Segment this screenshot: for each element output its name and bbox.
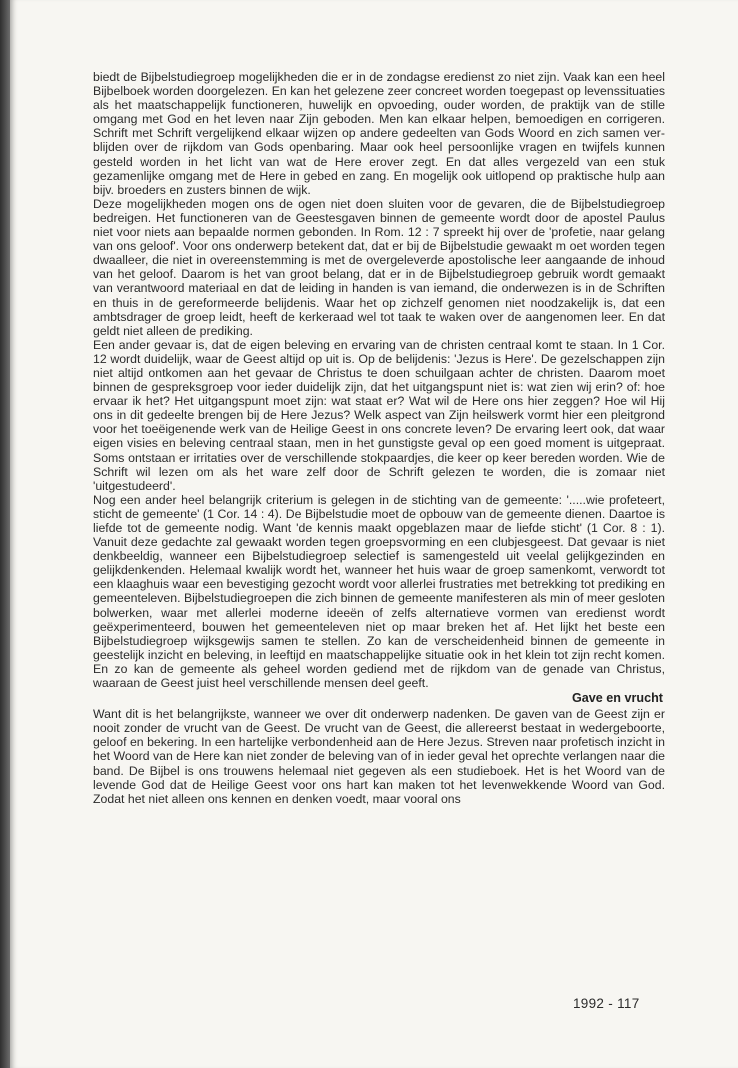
- article-body: [93, 70, 665, 806]
- section-heading: Gave en vrucht: [572, 691, 663, 706]
- page-binding-edge: [0, 0, 10, 1068]
- paragraph-dangers-experience: Een ander gevaar is, dat de eigen beleving en ervaring van de christen centraal komt te staan. In 1 Cor. 12 wordt duidelijk, waar de Geest altijd op uit is. Op de belijdenis: 'Jezus is Here'. De gezelschappen zijn niet altijd ontkomen aan het gevaar de Christus te doen schuilgaan achter de christen. Daarom moet binnen de gespreksgroep voor ieder duidelijk zijn, dat het uitgangspunt niet is: wat zien wij erin? of: hoe ervaar ik het? Het uitgangspunt moet zijn: wat staat er? Wat wil de Here ons hier zeggen? Hoe wil Hij ons in dit gedeelte brengen bij de Here Jezus? Welk aspect van Zijn heilswerk vormt hier een pleitgrond voor het toeëigenende werk van de Heilige Geest in ons concrete leven? De ervaring leert ook, dat waar eigen visies en beleving centraal staan, men in het gunstigste geval op een goed moment is uitgepraat. Soms ontstaan er irritaties over de verschillende stokpaardjes, die keer op keer bereden worden. Wie de Schrift wil lezen om als het ware zelf door de Schrift gelezen te worden, die is zomaar niet 'uitgestudeerd'.: [93, 337, 665, 493]
- document-page: [10, 0, 738, 1068]
- page-number: 1992 - 117: [573, 996, 640, 1011]
- paragraph-edification: Nog een ander heel belangrijk criterium is gelegen in de stichting van de gemeente: '.....wie profeteert, sticht de gemeente' (1 Cor. 14 : 4). De Bijbelstudie moet de opbouw van de gemeente dienen. Daartoe is liefde tot de gemeente nodig. Want 'de kennis maakt opgeblazen maar de liefde sticht' (1 Cor. 8 : 1). Vanuit deze gedachte zal gewaakt worden tegen groepsvorming en een clubjesgeest. Dat gevaar is niet denkbeeldig, wanneer een Bijbelstudiegroep selectief is samengesteld uit veelal gelijkgezinden en gelijkdenkenden. Helemaal kwalijk wordt het, wanneer het huis waar de groep samenkomt, verwordt tot een klaaghuis waar een bevestiging gezocht wordt voor allerlei frustraties met betrekking tot prediking en gemeenteleven. Bijbelstudiegroepen die zich binnen de gemeente manifesteren als min of meer gesloten bolwerken, waar met allerlei moderne ideeën of zelfs alternatieve vormen van eredienst wordt geëxperimenteerd, bouwen het gemeenteleven niet op maar breken het af. Het lijkt het beste een Bijbelstudiegroep wijksgewijs samen te stellen. Zo kan de verscheidenheid binnen de gemeente in geestelijk inzicht en beleving, in leeftijd en maatschappelijke situatie ook in het klein tot zijn recht komen. En zo kan de gemeente als geheel worden gediend met de rijkdom van de genade van Christus, waaraan de Geest juist heel verschillende mensen deel geeft.: [93, 492, 665, 691]
- paragraph-opportunities: biedt de Bijbelstudiegroep mogelijkheden die er in de zondagse eredienst zo niet zijn. Vaak kan een heel Bijbelboek worden doorgelezen. En kan het gelezene zeer concreet worden toegepast op levenssituaties als het maatschappelijk functioneren, huwelijk en opvoeding, ouder worden, de praktijk van de stille omgang met God en het leven naar Zijn geboden. Men kan elkaar helpen, bemoedigen en corrigeren. Schrift met Schrift vergelijkend elkaar wijzen op andere gedeelten van Gods Woord en zich samen verblijden over de rijkdom van Gods openbaring. Maar ook heel persoonlijke vragen en twijfels kunnen gesteld worden in het licht van wat de Here erover zegt. En dat alles vergezeld van een stuk gezamenlijke omgang met de Here in gebed en zang. En mogelijk ook uitlopend op praktische hulp aan bijv. broeders en zusters binnen de wijk.: [93, 70, 665, 197]
- paragraph-gift-and-fruit: Want dit is het belangrijkste, wanneer we over dit onderwerp nadenken. De gaven van de Geest zijn er nooit zonder de vrucht van de Geest. De vrucht van de Geest, die allereerst bestaat in wedergeboorte, geloof en bekering. In een hartelijke verbondenheid aan de Here Jezus. Streven naar profetisch inzicht in het Woord van de Here kan niet zonder de beleving van of in ieder geval het oprechte verlangen naar die band. De Bijbel is ons trouwens helemaal niet gegeven als een studieboek. Het is het Woord van de levende God dat de Heilige Geest voor ons hart kan maken tot het levenwekkende Woord van God. Zodat het niet alleen ons kennen en denken voedt, maar vooral ons: [93, 707, 665, 806]
- paragraph-dangers-doctrine: Deze mogelijkheden mogen ons de ogen niet doen sluiten voor de gevaren, die de Bijbelstudiegroep bedreigen. Het functioneren van de Geestesgaven binnen de gemeente wordt door de apostel Paulus niet voor niets aan bepaalde normen gebonden. In Rom. 12 : 7 spreekt hij over de 'profetie, naar gelang van ons geloof'. Voor ons onderwerp betekent dat, dat er bij de Bijbelstudie gewaakt m oet worden tegen dwaalleer, die niet in overeenstemming is met de overgeleverde apostolische leer aangaande de inhoud van het geloof. Daarom is het van groot belang, dat er in de Bijbelstudiegroep gebruik wordt gemaakt van verantwoord materiaal en dat de leiding in handen is van iemand, die onderwezen is in de Schriften en thuis in de gereformeerde belijdenis. Waar het op zichzelf genomen niet noodzakelijk is, dat een ambtsdrager de groep leidt, heeft de kerkeraad wel tot taak te waken over de aangenomen leer. En dat geldt niet alleen de prediking.: [93, 196, 665, 338]
